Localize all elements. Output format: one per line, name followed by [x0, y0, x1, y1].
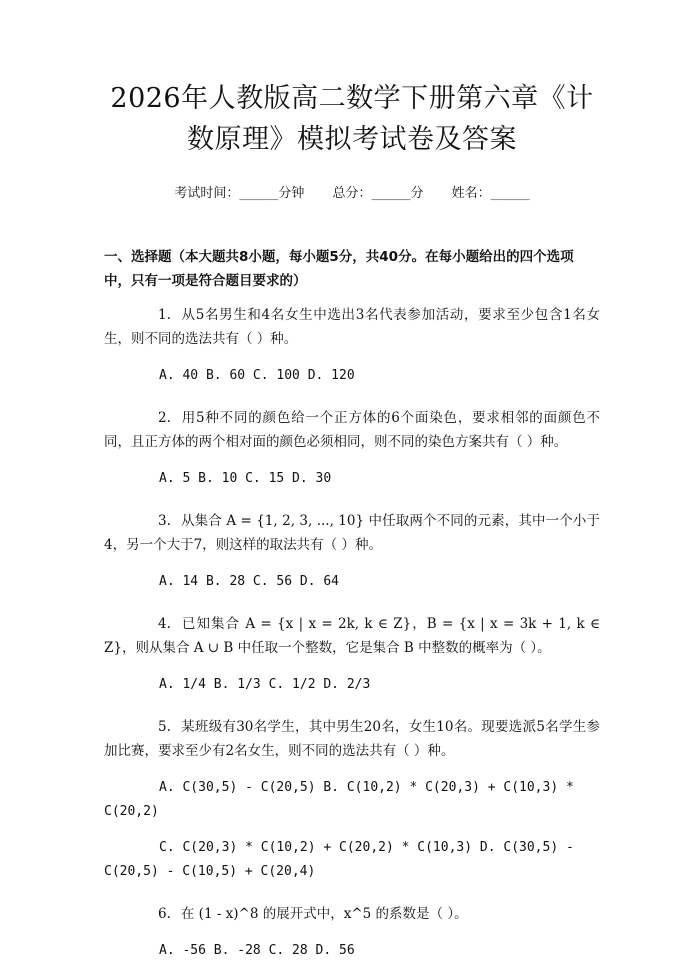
question-options: A. 1/4 B. 1/3 C. 1/2 D. 2/3	[159, 677, 371, 692]
question-options: A. 40 B. 60 C. 100 D. 120	[159, 368, 355, 383]
question-stem	[104, 902, 600, 926]
question-6	[104, 902, 600, 963]
question-stem	[104, 612, 600, 660]
question-number: 6.	[158, 906, 171, 922]
question-options: A. 14 B. 28 C. 56 D. 64	[159, 574, 340, 589]
question-number: 4.	[158, 616, 171, 632]
question-text: 某班级有30名学生，其中男生20名，女生10名。现要选派5名学生参加比赛，要求至少有2名女生，则不同的选法共有（ ）种。	[104, 719, 600, 759]
question-number: 3.	[158, 513, 171, 529]
exam-time: 考试时间：______分钟	[174, 186, 305, 201]
question-text: 从5名男生和4名女生中选出3名代表参加活动，要求至少包含1名女生，则不同的选法共有（ ）种。	[104, 307, 600, 347]
question-text: 用5种不同的颜色给一个正方体的6个面染色，要求相邻的面颜色不同，且正方体的两个相对面的颜色必须相同，则不同的染色方案共有（ ）种。	[104, 410, 600, 450]
question-number: 1.	[158, 307, 171, 323]
section-heading: 一、选择题（本大题共8小题，每小题5分，共40分。在每小题给出的四个选项中，只有一项是符合题目要求的）	[104, 249, 574, 289]
question-options: A. C(30,5) - C(20,5) B. C(10,2) * C(20,3) + C(10,3) * C(20,2)	[104, 780, 574, 819]
question-stem	[104, 303, 600, 351]
question-stem	[104, 715, 600, 763]
question-options: A. 5 B. 10 C. 15 D. 30	[159, 471, 332, 486]
exam-info	[104, 182, 600, 201]
question-options: C. C(20,3) * C(10,2) + C(20,2) * C(10,3) D. C(30,5) - C(20,5) - C(10,5) + C(20,4)	[104, 840, 574, 879]
question-stem	[104, 406, 600, 454]
question-text: 从集合 A = {1, 2, 3, ..., 10} 中任取两个不同的元素，其中一个小于4，另一个大于7，则这样的取法共有（ ）种。	[104, 513, 600, 553]
question-stem	[104, 509, 600, 557]
question-number: 2.	[158, 410, 171, 426]
question-options: A. -56 B. -28 C. 28 D. 56	[159, 943, 355, 958]
question-text: 已知集合 A = {x | x = 2k, k ∈ Z}，B = {x | x = 3k + 1, k ∈ Z}，则从集合 A ∪ B 中任取一个整数，它是集合 B 中整数的概率为（ ）。	[104, 616, 600, 656]
total-score: 总分：______分	[332, 186, 424, 201]
question-5	[104, 715, 600, 884]
question-number: 5.	[158, 719, 171, 735]
question-1	[104, 303, 600, 388]
page-title: 2026年人教版高二数学下册第六章《计数原理》模拟考试卷及答案	[110, 83, 594, 155]
question-4	[104, 612, 600, 697]
student-name: 姓名：______	[451, 186, 530, 201]
question-text: 在 (1 - x)^8 的展开式中，x^5 的系数是（ ）。	[180, 906, 468, 922]
question-2	[104, 406, 600, 491]
question-3	[104, 509, 600, 594]
